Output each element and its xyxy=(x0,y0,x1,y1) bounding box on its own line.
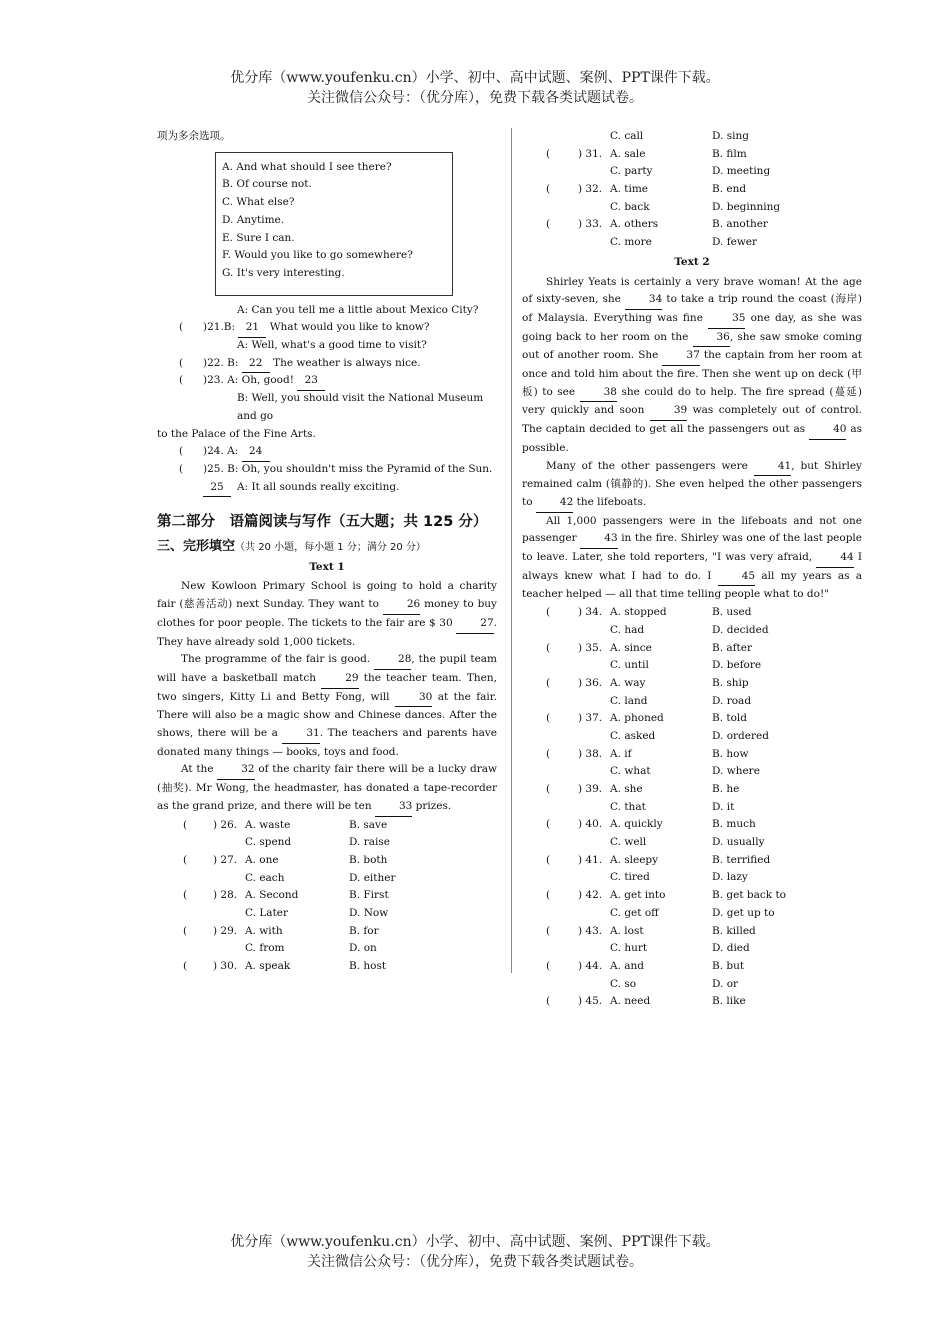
option-choice[interactable]: C. each xyxy=(245,871,285,884)
option-row xyxy=(522,163,862,181)
dialogue-line: A: Can you tell me a little about Mexico City? xyxy=(237,303,479,316)
option-choice[interactable]: D. before xyxy=(712,659,762,672)
passage-text: money to buy clothes for poor people. The tickets to the fair are $ 30 xyxy=(157,598,497,629)
option-number: ) 28. xyxy=(213,889,238,902)
option-row xyxy=(522,763,862,781)
answer-blank[interactable]: 41 xyxy=(754,458,791,477)
option-choice[interactable]: C. land xyxy=(610,694,648,707)
box-option: E. Sure I can. xyxy=(222,231,295,244)
option-number: ) 40. xyxy=(578,818,603,831)
question-label: )22. B: xyxy=(203,356,239,369)
left-column xyxy=(157,128,497,976)
dialogue xyxy=(157,302,497,497)
option-number: ) 32. xyxy=(578,183,603,196)
question-23: ( )23. A: Oh, good! 23 xyxy=(157,372,497,390)
box-option: A. And what should I see there? xyxy=(222,160,392,173)
option-choice[interactable]: B. both xyxy=(349,853,388,866)
option-choice[interactable]: C. get off xyxy=(610,906,659,919)
option-row: ( ) 27. A. one B. both xyxy=(157,852,497,870)
answer-blank[interactable]: 36 xyxy=(693,329,730,348)
text-1-title: Text 1 xyxy=(309,560,345,573)
header-line-2: 关注微信公众号：（优分库），免费下载各类试题试卷。 xyxy=(307,90,643,106)
option-row: ( ) 33. A. others B. another xyxy=(522,216,862,234)
question-21: ( )21.B: 21 What would you like to know? xyxy=(157,319,497,337)
answer-blank[interactable]: 37 xyxy=(662,347,699,366)
option-number: ) 27. xyxy=(213,853,238,866)
option-choice[interactable]: B. he xyxy=(712,783,740,796)
option-row xyxy=(522,976,862,994)
option-choice[interactable]: D. on xyxy=(349,942,377,955)
option-choice[interactable]: A. sale xyxy=(610,147,646,160)
option-choice[interactable]: C. well xyxy=(610,836,647,849)
option-choice[interactable]: D. Now xyxy=(349,906,389,919)
dialogue-line: A: Well, what's a good time to visit? xyxy=(237,339,427,352)
option-number: ) 31. xyxy=(578,147,603,160)
passage-text: I always knew what I had to do. I xyxy=(522,551,862,582)
option-number: ) 38. xyxy=(578,747,603,760)
option-choice[interactable]: A. with xyxy=(245,924,283,937)
option-row: ( ) 34. A. stopped B. used xyxy=(522,604,862,622)
option-choice[interactable]: D. usually xyxy=(712,836,765,849)
text-1-paragraph-2 xyxy=(157,651,497,761)
option-row xyxy=(522,234,862,252)
option-row xyxy=(522,869,862,887)
option-choice[interactable]: D. died xyxy=(712,942,750,955)
option-row xyxy=(522,199,862,217)
text-1-paragraph-1 xyxy=(157,578,497,651)
option-row: ( ) 43. A. lost B. killed xyxy=(522,923,862,941)
box-option: D. Anytime. xyxy=(222,213,285,226)
answer-blank[interactable]: 29 xyxy=(321,670,358,689)
option-choice[interactable]: B. get back to xyxy=(712,889,786,902)
option-choice[interactable]: D. it xyxy=(712,800,735,813)
text-2-paragraph-3 xyxy=(522,513,862,605)
question-24: ( )24. A: 24 xyxy=(157,443,497,461)
option-choice[interactable]: B. like xyxy=(712,995,746,1008)
page-footer xyxy=(0,1232,950,1272)
option-choice[interactable]: A. time xyxy=(610,183,649,196)
option-choice[interactable]: D. get up to xyxy=(712,906,775,919)
option-number: ) 33. xyxy=(578,218,603,231)
option-choice[interactable]: C. Later xyxy=(245,906,289,919)
passage-text: . They have already sold 1,000 tickets. xyxy=(157,616,497,648)
option-row xyxy=(522,622,862,640)
option-choice[interactable]: C. call xyxy=(610,130,644,142)
box-option: C. What else? xyxy=(222,196,295,209)
dialogue-line: B: Well, you should visit the National Museum and go xyxy=(237,392,484,422)
option-choice[interactable]: C. hurt xyxy=(610,942,648,955)
option-row: ( ) 42. A. get into B. get back to xyxy=(522,887,862,905)
option-number: ) 45. xyxy=(578,995,603,1008)
option-number: ) 26. xyxy=(213,818,238,831)
footer-line-2: 关注微信公众号：（优分库），免费下载各类试题试卷。 xyxy=(307,1254,643,1270)
passage-text: to take a trip round the coast (海岸) of Malaysia. Everything was fine xyxy=(522,293,862,324)
passage-text: New Kowloon Primary School is going to hold a charity fair (慈善活动) next Sunday. They want to xyxy=(157,580,497,611)
question-label: )23. A: Oh, good! xyxy=(203,374,294,387)
option-choice[interactable]: C. from xyxy=(245,942,285,955)
option-choice[interactable]: A. sleepy xyxy=(610,853,659,866)
option-choice[interactable]: D. meeting xyxy=(712,165,771,178)
option-number: ) 30. xyxy=(213,960,238,973)
passage-text: at the fair. There will also be a magic show and Chinese dances. After the shows, there will be a xyxy=(157,690,497,740)
option-row: ( ) 41. A. sleepy B. terrified xyxy=(522,852,862,870)
answer-blank[interactable]: 44 xyxy=(816,549,853,568)
option-choice[interactable]: B. killed xyxy=(712,924,756,937)
option-choice[interactable]: B. after xyxy=(712,641,752,654)
text-1-options-continued xyxy=(522,128,862,252)
option-choice[interactable]: A. and xyxy=(610,959,645,972)
section-three-heading xyxy=(157,538,497,557)
answer-blank[interactable]: 28 xyxy=(374,651,411,670)
text-2-options xyxy=(522,604,862,1011)
text-2-paragraph-2 xyxy=(522,458,862,513)
option-row: ( ) 36. A. way B. ship xyxy=(522,675,862,693)
dialogue-line: to the Palace of the Fine Arts. xyxy=(157,427,316,440)
option-number: ) 39. xyxy=(578,783,603,796)
option-choice[interactable]: C. what xyxy=(610,765,651,778)
option-choice[interactable]: D. either xyxy=(349,871,396,884)
dialogue-text: What would you like to know? xyxy=(269,321,430,334)
part-two-heading: 第二部分 语篇阅读与写作（五大题；共 125 分） xyxy=(157,514,488,531)
option-row xyxy=(157,905,497,923)
option-choice[interactable]: C. so xyxy=(610,977,637,990)
answer-blank[interactable]: 34 xyxy=(625,291,662,310)
option-choice[interactable]: A. one xyxy=(245,853,279,866)
option-choice[interactable]: D. lazy xyxy=(712,871,748,884)
footer-line-1: 优分库（www.youfenku.cn）小学、初中、高中试题、案例、PPT课件下载。 xyxy=(230,1234,720,1250)
option-choice[interactable]: B. how xyxy=(712,747,749,760)
option-choice[interactable]: A. she xyxy=(610,783,643,796)
option-choice[interactable]: B. save xyxy=(349,818,388,831)
passage-text: prizes. xyxy=(415,799,452,812)
option-row xyxy=(157,870,497,888)
answer-blank[interactable]: 45 xyxy=(718,568,755,587)
option-choice[interactable]: B. told xyxy=(712,712,748,725)
passage-text: the captain from her room at once and told him about the fire. Then she went up on deck (甲板) to see xyxy=(522,349,862,398)
question-label: )25. B: Oh, you shouldn't miss the Pyramid of the Sun. xyxy=(203,462,493,475)
option-row xyxy=(157,834,497,852)
section-title: 三、完形填空 xyxy=(157,538,236,554)
answer-blank[interactable]: 38 xyxy=(580,384,617,403)
passage-text: of the charity fair there will be a lucky draw (抽奖). Mr Wong, the headmaster, has donated a tape-recorder as the grand prize, and there will be ten xyxy=(157,763,498,812)
passage-text: At the xyxy=(181,763,214,776)
question-label: )21.B: xyxy=(203,321,236,334)
option-choice[interactable]: B. for xyxy=(349,924,379,937)
answer-blank[interactable]: 43 xyxy=(580,530,617,549)
passage-text: . The teachers and parents have donated many things — books, toys and food. xyxy=(157,727,497,758)
option-number: ) 43. xyxy=(578,924,603,937)
answer-blank[interactable]: 26 xyxy=(383,596,420,615)
box-option: G. It's very interesting. xyxy=(222,266,345,279)
option-choice[interactable]: C. until xyxy=(610,659,649,672)
option-choice[interactable]: B. another xyxy=(712,218,768,231)
option-choice[interactable]: C. party xyxy=(610,165,653,178)
option-choice[interactable]: B. First xyxy=(349,889,389,902)
passage-text: the lifeboats. xyxy=(576,495,647,508)
option-choice[interactable]: D. raise xyxy=(349,836,390,849)
passage-text: in the fire. Shirley was one of the last people to leave. Later, she told reporters, "I was very afraid, xyxy=(522,532,863,564)
dialogue-text: The weather is always nice. xyxy=(273,356,421,369)
option-choice[interactable]: D. beginning xyxy=(712,200,781,213)
answer-blank[interactable]: 33 xyxy=(375,798,412,817)
option-choice[interactable]: B. host xyxy=(349,960,387,973)
question-label: )24. A: xyxy=(203,445,239,458)
text-2-paragraph-1 xyxy=(522,274,862,458)
option-choice[interactable]: C. asked xyxy=(610,729,656,742)
option-row xyxy=(522,693,862,711)
passage-text: , the pupil team will have a basketball match xyxy=(157,653,497,684)
answer-blank[interactable]: 42 xyxy=(536,494,573,513)
answer-blank[interactable]: 21 xyxy=(238,319,266,338)
option-choice[interactable]: C. that xyxy=(610,800,646,813)
passage-text: one day, as she was going back to her room on the xyxy=(522,311,863,343)
option-number: ) 36. xyxy=(578,676,603,689)
section-note: （共 20 小题，每小题 1 分；满分 20 分） xyxy=(235,541,426,553)
option-row xyxy=(522,834,862,852)
option-choice[interactable]: B. ship xyxy=(712,676,749,689)
passage-text: Many of the other passengers were xyxy=(546,459,748,472)
option-row xyxy=(157,940,497,958)
passage-text: , but Shirley remained calm (镇静的). She even helped the other passengers to xyxy=(522,459,862,508)
answer-blank[interactable]: 40 xyxy=(809,421,846,440)
option-row xyxy=(522,657,862,675)
option-choice[interactable]: C. back xyxy=(610,200,650,213)
option-choice[interactable]: A. speak xyxy=(245,960,291,973)
box-option: B. Of course not. xyxy=(222,178,312,191)
option-choice[interactable]: C. had xyxy=(610,623,645,636)
text-2-title: Text 2 xyxy=(674,255,710,268)
option-number: ) 37. xyxy=(578,712,603,725)
options-box xyxy=(215,152,453,296)
option-choice[interactable]: D. or xyxy=(712,977,739,990)
option-row xyxy=(522,728,862,746)
option-choice[interactable]: D. decided xyxy=(712,623,769,636)
option-number: ) 29. xyxy=(213,924,238,937)
text-1-paragraph-3 xyxy=(157,761,497,816)
option-number: ) 34. xyxy=(578,606,603,619)
answer-blank[interactable]: 23 xyxy=(297,372,325,391)
passage-text: as possible. xyxy=(522,423,862,454)
option-choice[interactable]: B. much xyxy=(712,818,756,831)
option-choice[interactable]: A. stopped xyxy=(610,606,667,619)
passage-text: was completely out of control. The captain decided to get all the passengers out as xyxy=(522,404,862,436)
option-choice[interactable]: A. since xyxy=(610,641,652,654)
option-choice[interactable]: B. but xyxy=(712,959,745,972)
passage-text: she could do to help. The fire spread (蔓延) very quickly and soon xyxy=(522,385,862,417)
answer-blank[interactable]: 25 xyxy=(203,479,231,498)
option-choice[interactable]: A. if xyxy=(610,747,632,760)
option-number: ) 41. xyxy=(578,853,603,866)
box-option: F. Would you like to go somewhere? xyxy=(222,249,413,262)
option-choice[interactable]: D. where xyxy=(712,765,760,778)
option-choice[interactable]: A. need xyxy=(610,995,651,1008)
text-1-options xyxy=(157,817,497,976)
option-choice[interactable]: A. quickly xyxy=(610,818,663,831)
answer-blank[interactable]: 32 xyxy=(217,761,254,780)
option-number: ) 35. xyxy=(578,641,603,654)
option-choice[interactable]: A. others xyxy=(610,218,659,231)
option-row: ( ) 44. A. and B. but xyxy=(522,958,862,976)
option-choice[interactable]: C. spend xyxy=(245,836,292,849)
answer-blank[interactable]: 24 xyxy=(242,443,270,462)
page-header xyxy=(0,68,950,108)
answer-blank[interactable]: 27 xyxy=(456,615,493,634)
option-choice[interactable]: A. Second xyxy=(245,889,299,902)
option-row: ( ) 30. A. speak B. host xyxy=(157,958,497,976)
option-row: ( ) 35. A. since B. after xyxy=(522,640,862,658)
question-22: ( )22. B: 22 The weather is always nice. xyxy=(157,355,497,373)
option-choice[interactable]: D. sing xyxy=(712,130,749,142)
answer-blank[interactable]: 31 xyxy=(282,725,319,744)
option-choice[interactable]: C. tired xyxy=(610,871,650,884)
option-row: ( ) 26. A. waste B. save xyxy=(157,817,497,835)
option-row xyxy=(522,940,862,958)
answer-blank[interactable]: 35 xyxy=(708,310,745,329)
answer-blank[interactable]: 30 xyxy=(395,689,432,708)
option-row: ( ) 45. A. need B. like xyxy=(522,993,862,1011)
passage-text: Shirley Yeats is certainly a very brave woman! At the age of sixty-seven, she xyxy=(522,275,862,306)
passage-text: The programme of the fair is good. xyxy=(181,653,371,666)
passage-text: , she saw smoke coming out of another room. She xyxy=(522,330,862,362)
option-row: ( ) 28. A. Second B. First xyxy=(157,887,497,905)
option-choice[interactable]: B. film xyxy=(712,147,747,160)
option-row xyxy=(522,905,862,923)
option-row: ( ) 31. A. sale B. film xyxy=(522,146,862,164)
question-25: ( )25. B: Oh, you shouldn't miss the Pyramid of the Sun. 25 xyxy=(157,461,497,479)
passage-text: all my years as a teacher helped — all that time telling people what to do!" xyxy=(522,569,863,601)
option-row: ( ) 37. A. phoned B. told xyxy=(522,710,862,728)
answer-blank[interactable]: 22 xyxy=(242,355,270,374)
option-choice[interactable]: A. get into xyxy=(610,889,666,902)
option-row: ( ) 29. A. with B. for xyxy=(157,923,497,941)
option-choice[interactable]: A. lost xyxy=(610,924,644,937)
option-choice[interactable]: A. phoned xyxy=(610,712,664,725)
right-column xyxy=(522,128,862,1011)
option-row xyxy=(522,128,862,146)
header-line-1: 优分库（www.youfenku.cn）小学、初中、高中试题、案例、PPT课件下载。 xyxy=(230,70,720,86)
dialogue-line: A: It all sounds really exciting. xyxy=(237,480,400,493)
option-number: ) 44. xyxy=(578,959,603,972)
option-choice[interactable]: C. more xyxy=(610,236,652,249)
option-row: ( ) 40. A. quickly B. much xyxy=(522,816,862,834)
passage-text: the teacher team. Then, two singers, Kitty Li and Betty Fong, will xyxy=(157,671,497,703)
option-row: ( ) 38. A. if B. how xyxy=(522,746,862,764)
option-number: ) 42. xyxy=(578,889,603,902)
option-choice[interactable]: A. waste xyxy=(245,818,291,831)
option-choice[interactable]: D. fewer xyxy=(712,236,758,249)
option-choice[interactable]: B. end xyxy=(712,183,747,196)
option-row xyxy=(522,799,862,817)
option-choice[interactable]: B. used xyxy=(712,606,752,619)
column-divider xyxy=(511,128,512,973)
option-choice[interactable]: B. terrified xyxy=(712,853,771,866)
option-row: ( ) 32. A. time B. end xyxy=(522,181,862,199)
option-choice[interactable]: A. way xyxy=(610,676,646,689)
passage-text: All 1,000 passengers were in the lifeboats and not one passenger xyxy=(522,514,862,545)
answer-blank[interactable]: 39 xyxy=(650,402,687,421)
option-choice[interactable]: D. ordered xyxy=(712,729,769,742)
intro-text: 项为多余选项。 xyxy=(157,130,231,142)
option-choice[interactable]: D. road xyxy=(712,694,752,707)
option-row: ( ) 39. A. she B. he xyxy=(522,781,862,799)
